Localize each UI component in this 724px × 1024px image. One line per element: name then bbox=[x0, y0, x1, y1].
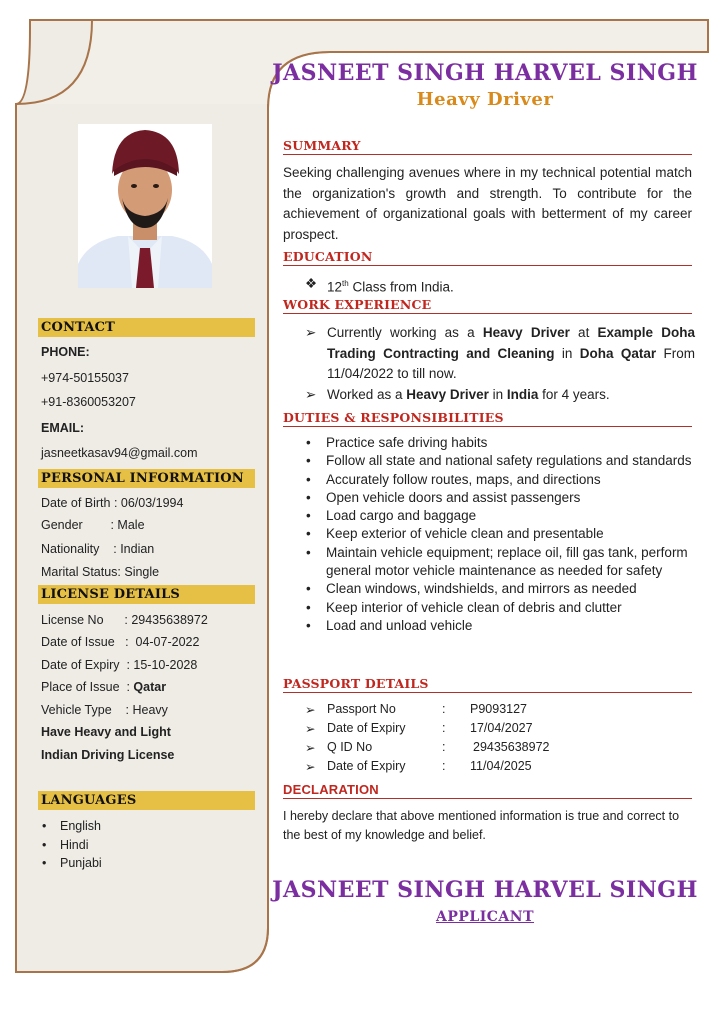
arrow-bullet-icon: ➢ bbox=[305, 760, 316, 774]
gender: Gender : Male bbox=[41, 518, 145, 532]
license-note-line2: Indian Driving License bbox=[41, 748, 175, 762]
duty-item: • Clean windows, windshields, and mirrors as needed bbox=[326, 580, 694, 598]
license-issue-date: Date of Issue : 04-07-2022 bbox=[41, 635, 200, 649]
arrow-bullet-icon: ➢ bbox=[305, 741, 316, 755]
summary-heading: SUMMARY bbox=[283, 138, 692, 155]
passport-row-label: Date of Expiry bbox=[327, 759, 406, 773]
duties-list bbox=[326, 434, 694, 635]
license-note-line1: Have Heavy and Light bbox=[41, 725, 171, 739]
email-label: EMAIL: bbox=[41, 421, 85, 435]
marital-status: Marital Status: Single bbox=[41, 565, 160, 579]
arrow-bullet-icon: ➢ bbox=[305, 703, 316, 717]
place-value: Qatar bbox=[133, 680, 167, 694]
duty-item: • Maintain vehicle equipment; replace oil, fill gas tank, perform general motor vehicle maintenance as needed for safety bbox=[326, 544, 694, 581]
duty-item: • Load and unload vehicle bbox=[326, 617, 694, 635]
passport-row-value: P9093127 bbox=[470, 702, 528, 716]
phone-number-india: +91-8360053207 bbox=[41, 395, 136, 409]
signature-name: JASNEET SINGH HARVEL SINGH bbox=[272, 877, 698, 903]
email-address: jasneetkasav94@gmail.com bbox=[41, 446, 198, 460]
phone-number-qatar: +974-50155037 bbox=[41, 371, 129, 385]
languages-heading: LANGUAGES bbox=[38, 791, 255, 810]
language-item: • Punjabi bbox=[60, 854, 102, 873]
language-item: • Hindi bbox=[60, 836, 102, 855]
passport-heading: PASSPORT DETAILS bbox=[283, 676, 692, 693]
duty-item: • Keep interior of vehicle clean of debris and clutter bbox=[326, 599, 694, 617]
place-label: Place of Issue : bbox=[41, 680, 134, 694]
summary-text: Seeking challenging avenues where in my technical potential match the organization's growth and strength. To contribute for the achievement of organizational goals with betterment of my career prospect. bbox=[283, 165, 692, 242]
passport-row-label: Date of Expiry bbox=[327, 721, 406, 735]
declaration-text: I hereby declare that above mentioned information is true and correct to the best of my knowledge and belief. bbox=[283, 809, 680, 842]
license-place-of-issue bbox=[41, 680, 166, 694]
duties-heading: DUTIES & RESPONSIBILITIES bbox=[283, 410, 692, 427]
declaration-heading: DECLARATION bbox=[283, 782, 692, 799]
signature-role: APPLICANT bbox=[435, 909, 535, 925]
colon: : bbox=[442, 759, 446, 773]
vehicle-type: Vehicle Type : Heavy bbox=[41, 703, 168, 717]
passport-row-value: 11/04/2025 bbox=[470, 759, 532, 773]
duty-item: • Follow all state and national safety regulations and standards bbox=[326, 452, 694, 470]
candidate-role: Heavy Driver bbox=[416, 89, 554, 110]
education-text: 12th Class from India. bbox=[327, 279, 454, 295]
arrow-bullet-icon: ➢ bbox=[305, 325, 317, 340]
language-item: • English bbox=[60, 817, 102, 836]
colon: : bbox=[442, 721, 446, 735]
license-expiry-date: Date of Expiry : 15-10-2028 bbox=[41, 658, 198, 672]
diamond-bullet-icon: ❖ bbox=[305, 276, 318, 291]
duty-item: • Accurately follow routes, maps, and directions bbox=[326, 471, 694, 489]
colon: : bbox=[442, 740, 446, 754]
education-heading: EDUCATION bbox=[283, 249, 692, 266]
passport-row-value: 29435638972 bbox=[473, 740, 550, 754]
profile-photo bbox=[78, 124, 212, 288]
contact-heading: CONTACT bbox=[38, 318, 255, 337]
candidate-name: JASNEET SINGH HARVEL SINGH bbox=[272, 60, 698, 86]
duty-item: • Practice safe driving habits bbox=[326, 434, 694, 452]
passport-row-label: Q ID No bbox=[327, 740, 373, 754]
date-of-birth: Date of Birth : 06/03/1994 bbox=[41, 496, 184, 510]
nationality: Nationality : Indian bbox=[41, 542, 155, 556]
arrow-bullet-icon: ➢ bbox=[305, 387, 317, 402]
duty-item: • Keep exterior of vehicle clean and presentable bbox=[326, 525, 694, 543]
work-experience-heading: WORK EXPERIENCE bbox=[283, 297, 692, 314]
duty-item: • Open vehicle doors and assist passengers bbox=[326, 489, 694, 507]
duty-item: • Load cargo and baggage bbox=[326, 507, 694, 525]
work-item-current: ➢ Currently working as a Heavy Driver at Example Doha Trading Contracting and Cleaning in Doha Qatar From 11/04/2022 to till now. bbox=[305, 325, 696, 381]
passport-row-label: Passport No bbox=[327, 702, 396, 716]
license-heading: LICENSE DETAILS bbox=[38, 585, 255, 604]
languages-list bbox=[60, 817, 102, 873]
arrow-bullet-icon: ➢ bbox=[305, 722, 316, 736]
license-number: License No : 29435638972 bbox=[41, 613, 208, 627]
phone-label: PHONE: bbox=[41, 345, 90, 359]
personal-info-heading: PERSONAL INFORMATION bbox=[38, 469, 255, 488]
colon: : bbox=[442, 702, 446, 716]
passport-row-value: 17/04/2027 bbox=[470, 721, 533, 735]
